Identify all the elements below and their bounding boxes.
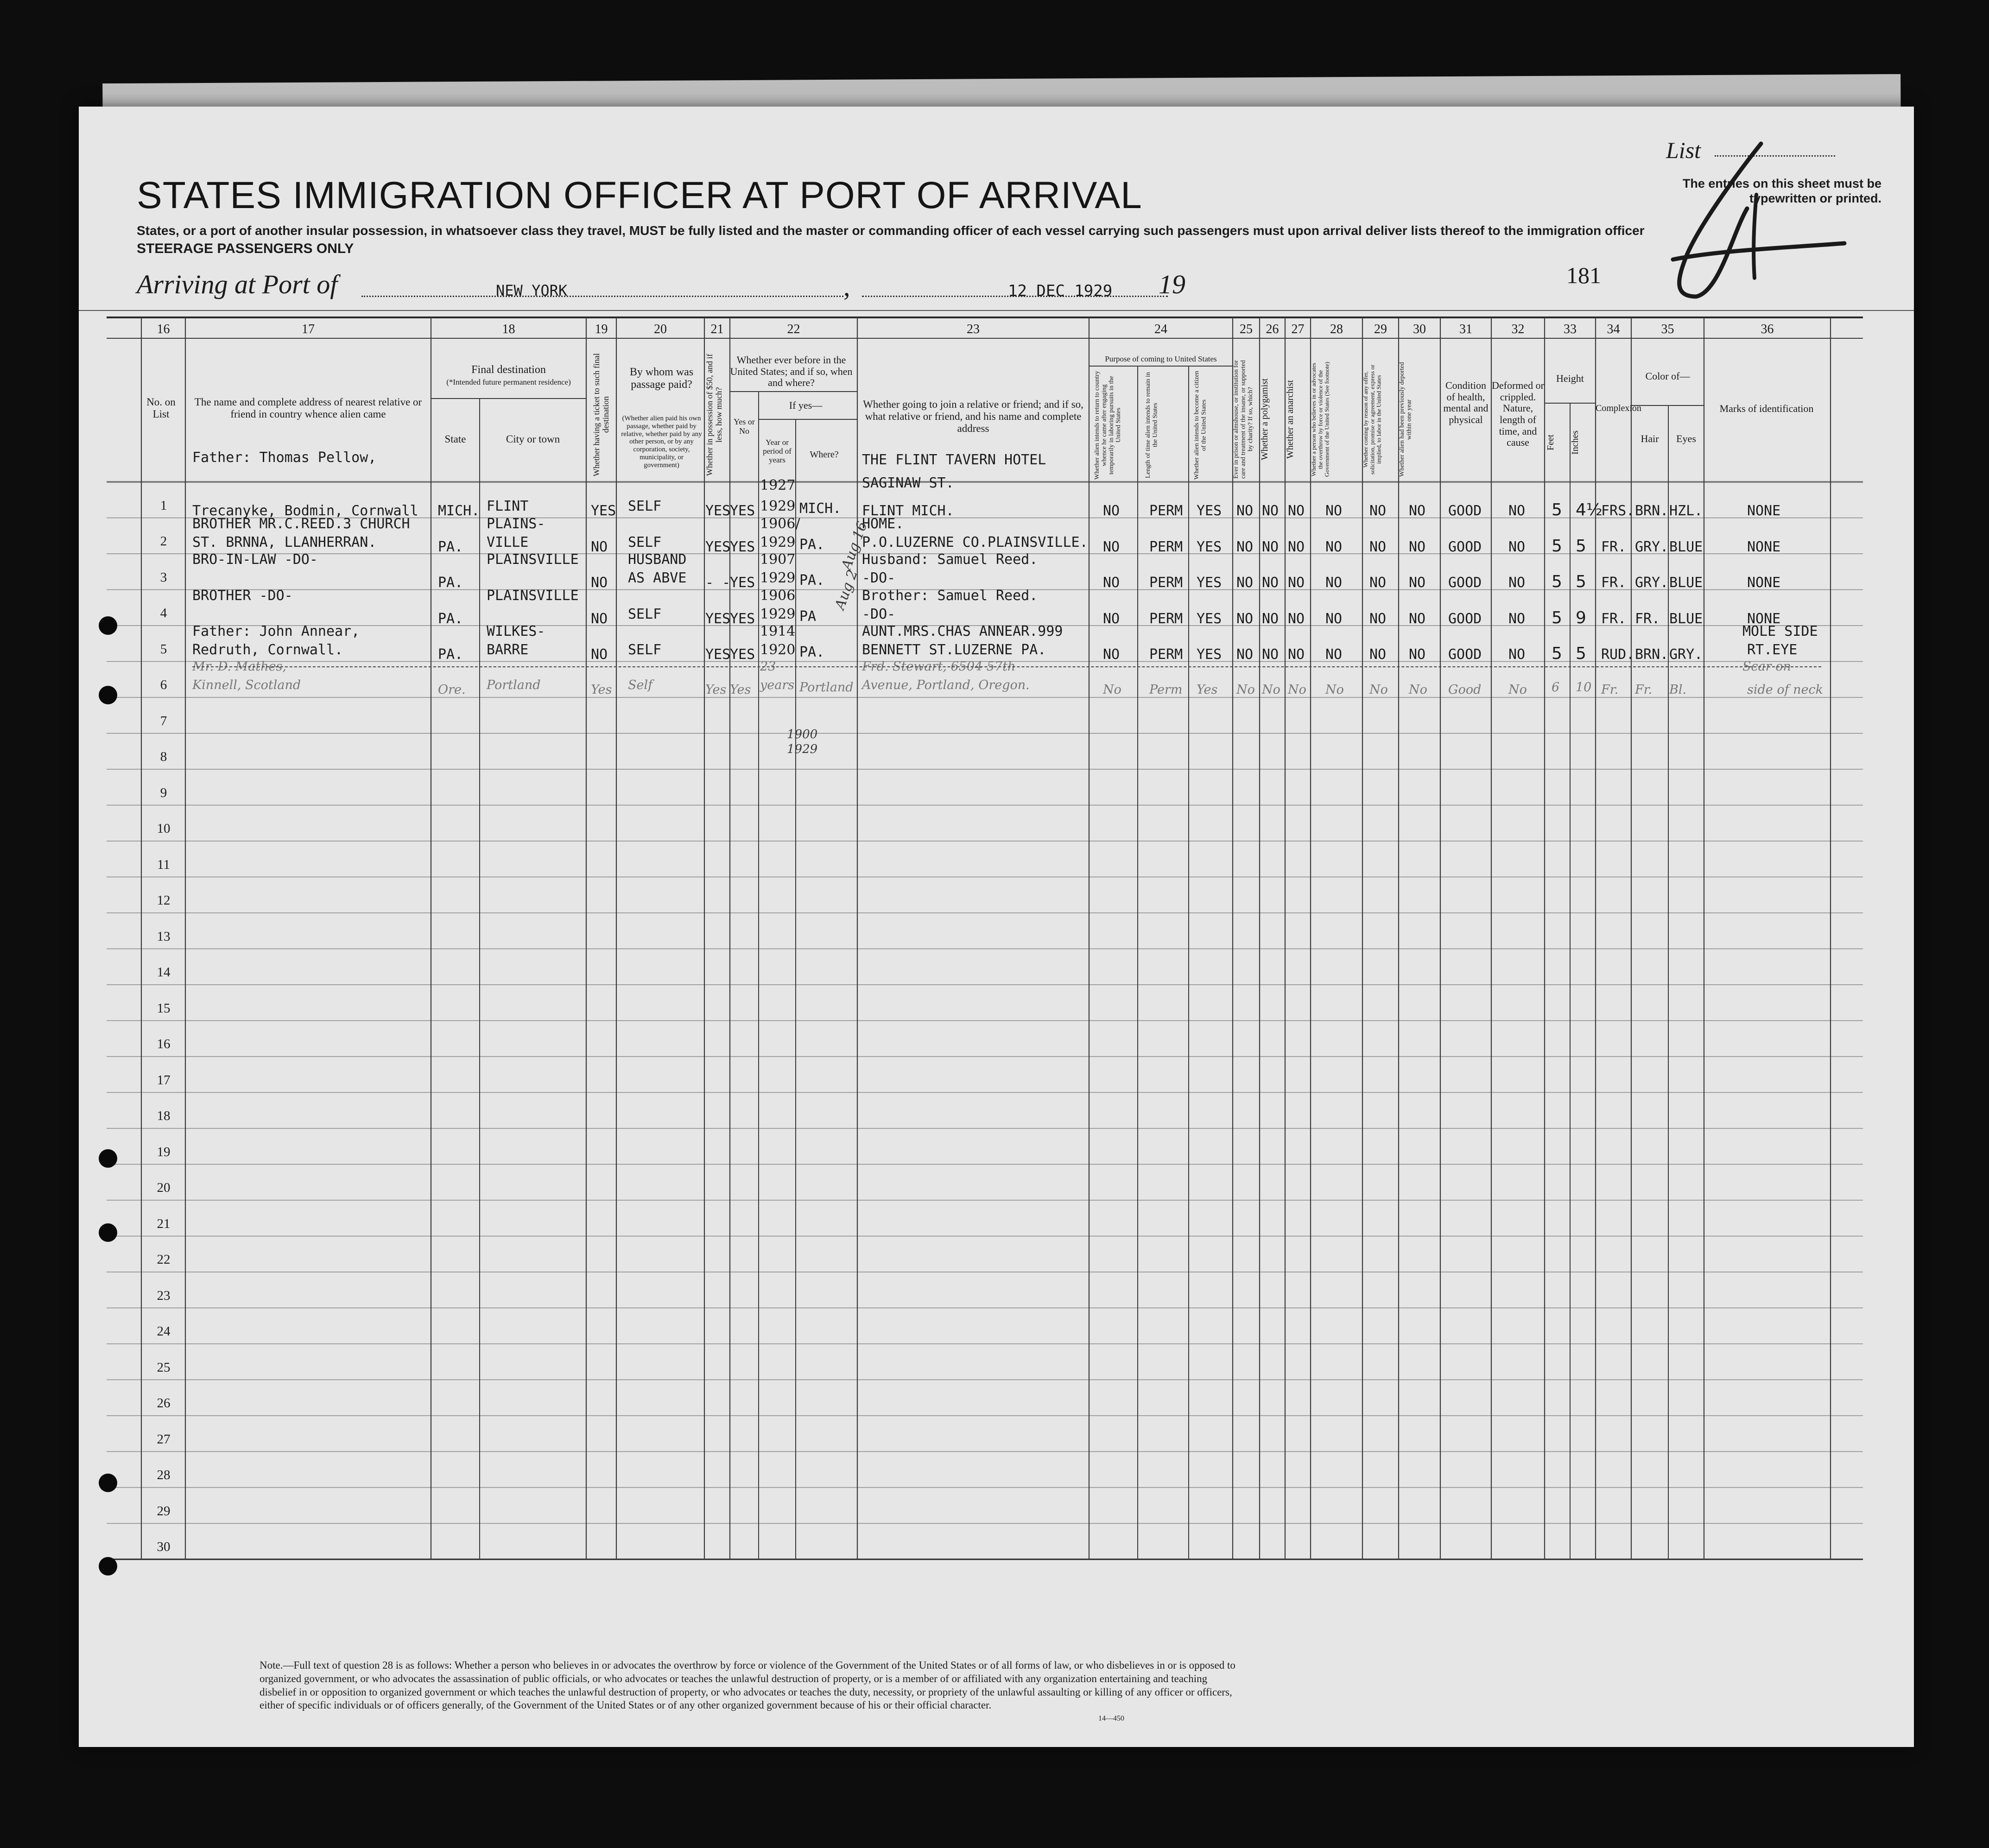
punch-hole bbox=[99, 1223, 117, 1242]
row-number: 19 bbox=[157, 1144, 171, 1159]
overthrow-value: No bbox=[1325, 682, 1344, 697]
column-number: 16 bbox=[157, 322, 170, 336]
polygamist-value: NO bbox=[1262, 575, 1279, 591]
header-color: Color of— bbox=[1645, 370, 1690, 382]
column-number: 33 bbox=[1564, 322, 1577, 336]
header-if-yes: If yes— bbox=[789, 399, 823, 411]
height-inches: 10 bbox=[1576, 680, 1592, 695]
header-final-destination-note: (*Intended future permanent residence) bbox=[446, 378, 571, 386]
column-number: 25 bbox=[1240, 322, 1253, 336]
header-final-destination: Final destination bbox=[471, 364, 546, 376]
row-number: 10 bbox=[157, 821, 171, 836]
eye-color: BLUE bbox=[1669, 610, 1703, 627]
header-intends-return: Whether alien intends to return to country whence he came after engaging temporarily in laboring pursuits in the United States bbox=[1094, 371, 1122, 480]
height-inches: 5 bbox=[1576, 644, 1586, 663]
years-line-1: 1927 bbox=[760, 477, 796, 494]
ticket-value: Yes bbox=[591, 682, 612, 697]
overthrow-value: NO bbox=[1325, 646, 1343, 663]
passage-paid-line-2: SELF bbox=[628, 534, 662, 551]
prison-value: NO bbox=[1236, 503, 1254, 519]
citizen-value: YES bbox=[1197, 575, 1222, 591]
row-number: 6 bbox=[160, 677, 167, 693]
eye-color: GRY. bbox=[1669, 646, 1703, 663]
deported-value: NO bbox=[1409, 646, 1426, 663]
punch-hole bbox=[99, 686, 117, 704]
column-number: 27 bbox=[1291, 322, 1305, 336]
years-line-2: 1929 bbox=[760, 534, 796, 551]
header-polygamist: Whether a polygamist bbox=[1260, 378, 1270, 461]
before-in-us-value: YES bbox=[730, 538, 755, 555]
return-value: NO bbox=[1103, 610, 1120, 627]
passage-paid-line-2: SELF bbox=[628, 498, 662, 514]
destination-city-line-2: VILLE bbox=[487, 534, 529, 551]
row-number: 9 bbox=[160, 785, 167, 800]
prison-value: NO bbox=[1236, 575, 1254, 591]
header-no-on-list: No. on List bbox=[146, 396, 176, 420]
punch-hole bbox=[99, 616, 117, 635]
passage-paid-line-2: SELF bbox=[628, 606, 662, 622]
fifty-dollars-value: YES bbox=[705, 646, 731, 663]
row-number: 7 bbox=[160, 713, 167, 728]
length-of-stay-value: Perm bbox=[1149, 682, 1183, 697]
eye-color: BLUE bbox=[1669, 538, 1703, 555]
polygamist-value: NO bbox=[1262, 610, 1279, 627]
header-complexion: Complexion bbox=[1596, 403, 1641, 413]
header-hair: Hair bbox=[1641, 433, 1659, 444]
hair-color: Fr. bbox=[1635, 682, 1653, 697]
row-number: 8 bbox=[160, 749, 167, 765]
eye-color: Bl. bbox=[1669, 682, 1687, 697]
relative-line-1: BROTHER MR.C.REED.3 CHURCH bbox=[192, 515, 410, 532]
row-number: 17 bbox=[157, 1072, 171, 1088]
health-value: GOOD bbox=[1448, 610, 1482, 627]
years-line-2: 1929 bbox=[760, 498, 796, 514]
complexion-value: FR. bbox=[1601, 538, 1627, 555]
anarchist-value: NO bbox=[1288, 503, 1305, 519]
destination-city-line-1: PLAINSVILLE bbox=[487, 587, 579, 604]
return-value: NO bbox=[1103, 575, 1120, 591]
ticket-value: NO bbox=[591, 575, 608, 591]
row-number: 28 bbox=[157, 1468, 171, 1483]
destination-state: MICH. bbox=[438, 503, 480, 519]
years-line-2: years bbox=[760, 677, 795, 692]
join-line-1: Brother: Samuel Reed. bbox=[862, 587, 1038, 604]
prison-value: NO bbox=[1236, 610, 1254, 627]
header-marks: Marks of identification bbox=[1719, 403, 1814, 414]
row-number: 22 bbox=[157, 1252, 171, 1267]
before-in-us-value: YES bbox=[730, 575, 755, 591]
destination-state: Ore. bbox=[438, 682, 466, 697]
years-line-1: 1914 bbox=[760, 623, 796, 639]
length-of-stay-value: PERM bbox=[1149, 575, 1183, 591]
column-number: 30 bbox=[1413, 322, 1426, 336]
header-prison: Ever in prison or almshouse, or institution for care and treatment of the insane, or supported by charity? If so, which? bbox=[1233, 360, 1254, 479]
health-value: Good bbox=[1448, 682, 1482, 697]
deported-value: NO bbox=[1409, 538, 1426, 555]
column-number: 19 bbox=[595, 322, 608, 336]
port-label: Arriving at Port of bbox=[137, 269, 338, 299]
marks-line-2: RT.EYE bbox=[1747, 642, 1798, 658]
header-years: Year or period of years bbox=[763, 438, 792, 465]
punch-hole bbox=[99, 1149, 117, 1168]
where-value: PA. bbox=[799, 536, 825, 553]
relative-line-1: BRO-IN-LAW -DO- bbox=[192, 551, 318, 568]
anarchist-value: NO bbox=[1288, 610, 1305, 627]
overthrow-value: NO bbox=[1325, 538, 1343, 555]
header-anarchist: Whether an anarchist bbox=[1285, 380, 1295, 459]
height-inches: 5 bbox=[1576, 572, 1586, 591]
length-of-stay-value: PERM bbox=[1149, 503, 1183, 519]
column-number: 34 bbox=[1607, 322, 1620, 336]
before-in-us-value: YES bbox=[730, 646, 755, 663]
years-line-2: 1920 bbox=[760, 642, 796, 658]
complexion-value: FR. bbox=[1601, 575, 1627, 591]
relative-line-2: Trecanyke, Bodmin, Cornwall bbox=[192, 503, 418, 519]
port-line bbox=[361, 296, 843, 297]
hair-color: BRN. bbox=[1635, 646, 1669, 663]
header-deported: Whether alien had been previously deported within one year bbox=[1399, 362, 1413, 477]
where-value: PA. bbox=[799, 572, 825, 589]
entries-note: The entries on this sheet must be typewritten or printed. bbox=[1682, 177, 1881, 206]
passage-paid-line-1: HUSBAND bbox=[628, 551, 687, 568]
header-passage-paid-note: (Whether alien paid his own passage, whether paid by relative, whether paid by any other person, or by any corporation, society, municipality, or government) bbox=[621, 415, 702, 469]
before-in-us-value: YES bbox=[730, 610, 755, 627]
labor-offer-value: NO bbox=[1369, 503, 1387, 519]
polygamist-value: NO bbox=[1262, 503, 1279, 519]
deported-value: NO bbox=[1409, 575, 1426, 591]
fifty-dollars-value: YES bbox=[705, 610, 731, 627]
header-relative-address: The name and complete address of nearest relative or friend in country whence alien came bbox=[194, 396, 422, 420]
where-value: Portland bbox=[799, 680, 854, 695]
eye-color: HZL. bbox=[1669, 503, 1703, 519]
row-6-strike-through bbox=[192, 666, 1821, 667]
marks-line-1: MOLE SIDE bbox=[1742, 623, 1818, 639]
row-number: 24 bbox=[157, 1324, 171, 1339]
years-line-1: 1907 bbox=[760, 551, 796, 568]
column-number: 35 bbox=[1661, 322, 1674, 336]
relative-line-1: Mr. D. Mathes, bbox=[192, 659, 287, 674]
header-overthrow: Whether a person who believes in or advocates the overthrow by force or violence of the Government of the United States (See footnote) bbox=[1310, 361, 1330, 477]
destination-state: PA. bbox=[438, 538, 463, 555]
join-line-1: THE FLINT TAVERN HOTEL bbox=[862, 452, 1046, 468]
header-become-citizen: Whether alien intends to become a citizen of the United States bbox=[1193, 371, 1208, 480]
page-title: STATES IMMIGRATION OFFICER AT PORT OF ARRIVAL bbox=[137, 174, 1142, 216]
listing-rules: States, or a port of another insular possession, in whatsoever class they travel, MUST be fully listed and the master or commanding officer of each vessel carrying such passengers must upon arrival deliver lists thereof to the immigration officer bbox=[137, 223, 1645, 238]
years-line-1: 1906 bbox=[760, 587, 796, 604]
header-feet: Feet bbox=[1546, 434, 1556, 451]
height-feet: 5 bbox=[1552, 500, 1562, 519]
column-number: 31 bbox=[1459, 322, 1472, 336]
column-number: 18 bbox=[502, 322, 515, 336]
column-number: 26 bbox=[1266, 322, 1279, 336]
where-value: PA. bbox=[799, 644, 825, 660]
health-value: GOOD bbox=[1448, 575, 1482, 591]
relative-line-1: BROTHER -DO- bbox=[192, 587, 293, 604]
where-value: MICH. bbox=[799, 500, 842, 517]
fifty-dollars-value: YES bbox=[705, 503, 731, 519]
marks-line-2: side of neck bbox=[1747, 682, 1824, 697]
steerage-label: STEERAGE PASSENGERS ONLY bbox=[137, 241, 354, 256]
handwritten-aug: Aug 2 bbox=[831, 567, 861, 612]
marks-line-2: NONE bbox=[1747, 575, 1781, 591]
deformed-value: NO bbox=[1508, 503, 1526, 519]
deformed-value: NO bbox=[1508, 610, 1526, 627]
destination-state: PA. bbox=[438, 610, 463, 627]
header-health: Condition of health, mental and physical bbox=[1443, 380, 1489, 425]
marks-line-1: Scar on bbox=[1742, 659, 1791, 674]
height-feet: 5 bbox=[1552, 572, 1562, 591]
handwritten-list-number bbox=[1645, 139, 1849, 306]
destination-city-line-2: FLINT bbox=[487, 498, 529, 514]
row-number: 12 bbox=[157, 893, 171, 908]
port-comma: , bbox=[843, 272, 850, 302]
polygamist-value: NO bbox=[1262, 538, 1279, 555]
header-before-yes-no: Yes or No bbox=[734, 417, 755, 436]
deported-value: NO bbox=[1409, 610, 1426, 627]
years-line-2: 1929 bbox=[760, 606, 796, 622]
handwritten-aug16: Aug 16 bbox=[838, 519, 871, 572]
complexion-value: Fr. bbox=[1601, 682, 1619, 697]
header-passage-paid: By whom was passage paid? bbox=[629, 366, 694, 391]
deported-value: NO bbox=[1409, 503, 1426, 519]
polygamist-value: No bbox=[1262, 682, 1280, 697]
join-line-1: Frd. Stewart, 6504 57th bbox=[862, 659, 1016, 674]
hair-color: FR. bbox=[1635, 610, 1660, 627]
join-line-1: Husband: Samuel Reed. bbox=[862, 551, 1038, 568]
return-value: NO bbox=[1103, 646, 1120, 663]
years-line-1: 23 bbox=[760, 659, 776, 674]
row-number: 21 bbox=[157, 1216, 171, 1231]
marks-line-2: NONE bbox=[1747, 610, 1781, 627]
marks-line-2: NONE bbox=[1747, 503, 1781, 519]
ticket-value: NO bbox=[591, 538, 608, 555]
labor-offer-value: NO bbox=[1369, 610, 1387, 627]
row-number: 5 bbox=[160, 641, 167, 657]
anarchist-value: NO bbox=[1288, 538, 1305, 555]
port-value: NEW YORK bbox=[496, 282, 568, 299]
header-purpose: Purpose of coming to United States bbox=[1105, 354, 1217, 363]
height-feet: 5 bbox=[1552, 608, 1562, 627]
footnote: Note.—Full text of question 28 is as follows: Whether a person who believes in or advocates the overthrow by force or violence of the Government of the United States or of all forms of law, or who disbelieves in or is opposed to organized government, or who advocates the assassination of public officials, or who advocates or teaches the unlawful destruction of property, or is a member of or affiliated with any organization entertaining and teaching disbelief in or opposition to organized government or which teaches the unlawful destruction of property, or who advocates or teaches the duty, necessity, or propriety of the unlawful assaulting or killing of any officer or officers, either of specific individuals or of officers generally, of the Government of the United States or of any other organized government because of his or their official character. bbox=[260, 1659, 1235, 1711]
header-length-of-stay: Length of time alien intends to remain in the United States bbox=[1145, 372, 1159, 478]
prison-value: No bbox=[1236, 682, 1255, 697]
row-number: 27 bbox=[157, 1431, 171, 1447]
prison-value: NO bbox=[1236, 646, 1254, 663]
hair-color: GRY. bbox=[1635, 575, 1669, 591]
complexion-value: RUD. bbox=[1601, 646, 1635, 663]
column-number: 20 bbox=[654, 322, 667, 336]
deformed-value: NO bbox=[1508, 646, 1526, 663]
deformed-value: NO bbox=[1508, 538, 1526, 555]
passage-paid-line-2: Self bbox=[628, 677, 653, 692]
header-where: Where? bbox=[810, 449, 839, 460]
join-line-2: BENNETT ST.LUZERNE PA. bbox=[862, 642, 1046, 658]
destination-city-line-1: WILKES- bbox=[487, 623, 545, 639]
labor-offer-value: NO bbox=[1369, 538, 1387, 555]
relative-line-1: Father: Thomas Pellow, bbox=[192, 449, 377, 466]
anarchist-value: NO bbox=[1288, 575, 1305, 591]
manifest-page bbox=[79, 107, 1914, 1747]
join-line-2: -DO- bbox=[862, 570, 896, 586]
column-number: 23 bbox=[967, 322, 980, 336]
row-number: 14 bbox=[157, 965, 171, 980]
anarchist-value: NO bbox=[1288, 646, 1305, 663]
where-value: PA bbox=[799, 608, 817, 625]
ticket-value: NO bbox=[591, 646, 608, 663]
row-number: 11 bbox=[157, 857, 170, 872]
header-join-relative: Whether going to join a relative or friend; and if so, what relative or friend, and his name and complete address bbox=[863, 399, 1083, 434]
header-before-in-us: Whether ever before in the United States; and if so, when and where? bbox=[730, 354, 853, 389]
list-label: List bbox=[1666, 137, 1701, 163]
row-number: 4 bbox=[160, 606, 167, 621]
destination-city-line-2: BARRE bbox=[487, 642, 529, 658]
sheet-number: 181 bbox=[1566, 262, 1601, 288]
form-code: 14—450 bbox=[1098, 1715, 1124, 1722]
year-label: 19 bbox=[1159, 269, 1185, 299]
header-inches: Inches bbox=[1570, 430, 1580, 455]
handwritten-year-1929: 1929 bbox=[787, 742, 818, 756]
row-number: 25 bbox=[157, 1360, 171, 1375]
deformed-value: No bbox=[1508, 682, 1527, 697]
ticket-value: NO bbox=[591, 610, 608, 627]
overthrow-value: NO bbox=[1325, 503, 1343, 519]
header-deformed: Deformed or crippled. Nature, length of time, and cause bbox=[1491, 380, 1544, 449]
fifty-dollars-value: Yes bbox=[705, 682, 727, 697]
column-number: 32 bbox=[1511, 322, 1525, 336]
citizen-value: Yes bbox=[1197, 682, 1218, 697]
ticket-value: YES bbox=[591, 503, 616, 519]
column-number: 28 bbox=[1330, 322, 1343, 336]
column-number: 24 bbox=[1154, 322, 1167, 336]
hair-color: BRN. bbox=[1635, 503, 1669, 519]
destination-state: PA. bbox=[438, 575, 463, 591]
before-in-us-value: Yes bbox=[730, 682, 751, 697]
deported-value: No bbox=[1409, 682, 1427, 697]
return-value: NO bbox=[1103, 538, 1120, 555]
column-number: 29 bbox=[1374, 322, 1387, 336]
health-value: GOOD bbox=[1448, 538, 1482, 555]
header-city: City or town bbox=[506, 433, 560, 445]
join-line-2: SAGINAW ST. bbox=[862, 475, 954, 491]
row-number: 3 bbox=[160, 570, 167, 585]
header-eyes: Eyes bbox=[1676, 433, 1696, 444]
join-line-1: HOME. bbox=[862, 515, 904, 532]
row-number: 1 bbox=[160, 498, 167, 513]
fifty-dollars-value: YES bbox=[705, 538, 731, 555]
hair-color: GRY. bbox=[1635, 538, 1669, 555]
labor-offer-value: NO bbox=[1369, 575, 1387, 591]
arrival-date: 12 DEC 1929 bbox=[1008, 282, 1113, 300]
destination-city-line-1: PLAINSVILLE bbox=[487, 551, 579, 568]
header-ticket: Whether having a ticket to such final destination bbox=[592, 353, 610, 476]
complexion-value: FR. bbox=[1601, 610, 1627, 627]
length-of-stay-value: PERM bbox=[1149, 646, 1183, 663]
overthrow-value: NO bbox=[1325, 610, 1343, 627]
relative-line-2: ST. BRNNA, LLANHERRAN. bbox=[192, 534, 377, 551]
row-number: 30 bbox=[157, 1539, 171, 1555]
join-line-3: FLINT MICH. bbox=[862, 503, 954, 519]
height-inches: 9 bbox=[1576, 608, 1586, 627]
passage-paid-line-2: AS ABVE bbox=[628, 570, 687, 586]
column-number: 21 bbox=[710, 322, 724, 336]
row-number: 29 bbox=[157, 1503, 171, 1519]
height-inches: 4½ bbox=[1576, 500, 1603, 519]
deformed-value: NO bbox=[1508, 575, 1526, 591]
length-of-stay-value: PERM bbox=[1149, 538, 1183, 555]
relative-line-2: Kinnell, Scotland bbox=[192, 677, 301, 692]
return-value: NO bbox=[1103, 503, 1120, 519]
row-number: 23 bbox=[157, 1288, 171, 1303]
citizen-value: YES bbox=[1197, 646, 1222, 663]
passage-paid-line-2: SELF bbox=[628, 642, 662, 658]
prison-value: NO bbox=[1236, 538, 1254, 555]
height-inches: 5 bbox=[1576, 536, 1586, 556]
before-in-us-value: YES bbox=[730, 503, 755, 519]
destination-city-line-1: PLAINS- bbox=[487, 515, 545, 532]
row-number: 15 bbox=[157, 1000, 171, 1016]
column-number: 22 bbox=[787, 322, 800, 336]
height-feet: 6 bbox=[1552, 680, 1560, 695]
overthrow-value: NO bbox=[1325, 575, 1343, 591]
row-number: 20 bbox=[157, 1180, 171, 1196]
punch-hole bbox=[99, 1557, 117, 1576]
row-number: 26 bbox=[157, 1396, 171, 1411]
fifty-dollars-value: - - bbox=[705, 575, 731, 591]
anarchist-value: No bbox=[1288, 682, 1306, 697]
header-fifty-dollars: Whether in possession of $50, and if less, how much? bbox=[705, 354, 723, 476]
handwritten-year-1900: 1900 bbox=[787, 728, 818, 741]
citizen-value: YES bbox=[1197, 610, 1222, 627]
relative-line-2: Redruth, Cornwall. bbox=[192, 642, 343, 658]
labor-offer-value: NO bbox=[1369, 646, 1387, 663]
years-line-2: 1929 bbox=[760, 570, 796, 586]
length-of-stay-value: PERM bbox=[1149, 610, 1183, 627]
complexion-value: FRS. bbox=[1601, 503, 1635, 519]
destination-state: PA. bbox=[438, 646, 463, 663]
height-feet: 5 bbox=[1552, 644, 1562, 663]
destination-city-line-2: Portland bbox=[487, 677, 541, 692]
header-labor-offer: Whether coming by reason of any offer, solicitation, promise or agreement, express or implied, to labor in the United States bbox=[1362, 364, 1382, 475]
polygamist-value: NO bbox=[1262, 646, 1279, 663]
marks-line-2: NONE bbox=[1747, 538, 1781, 555]
column-number: 36 bbox=[1761, 322, 1774, 336]
relative-line-1: Father: John Annear, bbox=[192, 623, 360, 639]
labor-offer-value: No bbox=[1369, 682, 1388, 697]
join-line-1: AUNT.MRS.CHAS ANNEAR.999 bbox=[862, 623, 1063, 639]
row-number: 16 bbox=[157, 1037, 171, 1052]
header-state: State bbox=[444, 433, 466, 445]
punch-hole bbox=[99, 1474, 117, 1492]
table-grid bbox=[79, 107, 1914, 1747]
row-number: 18 bbox=[157, 1108, 171, 1124]
return-value: No bbox=[1103, 682, 1121, 697]
header-height: Height bbox=[1556, 373, 1584, 384]
years-line-1: 1906/ bbox=[760, 515, 800, 532]
health-value: GOOD bbox=[1448, 503, 1482, 519]
citizen-value: YES bbox=[1197, 538, 1222, 555]
row-number: 2 bbox=[160, 534, 167, 549]
height-feet: 5 bbox=[1552, 536, 1562, 556]
join-line-2: Avenue, Portland, Oregon. bbox=[862, 677, 1030, 692]
health-value: GOOD bbox=[1448, 646, 1482, 663]
join-line-2: -DO- bbox=[862, 606, 896, 622]
citizen-value: YES bbox=[1197, 503, 1222, 519]
row-number: 13 bbox=[157, 929, 171, 944]
column-number: 17 bbox=[302, 322, 315, 336]
eye-color: BLUE bbox=[1669, 575, 1703, 591]
join-line-2: P.O.LUZERNE CO.PLAINSVILLE. bbox=[862, 534, 1088, 551]
